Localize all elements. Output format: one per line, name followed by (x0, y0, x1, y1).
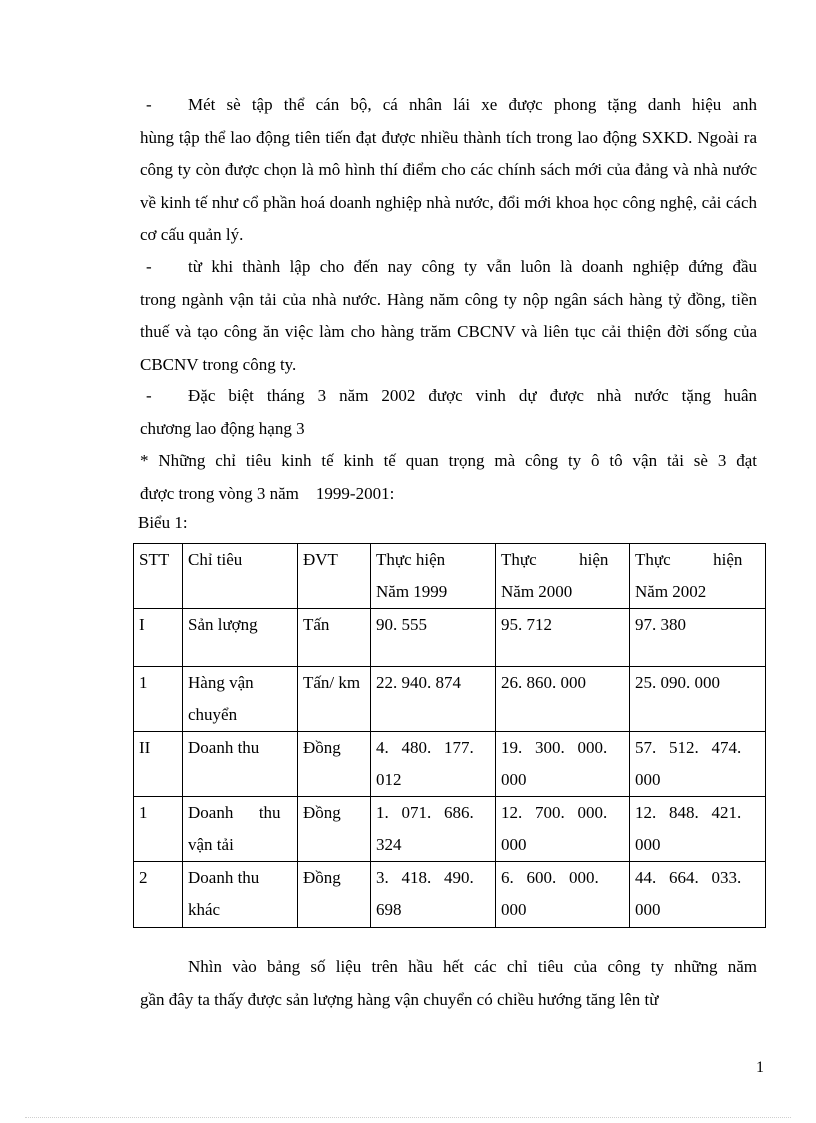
cell-stt: I (134, 609, 183, 667)
cell-dvt: Đồng (298, 797, 371, 862)
cell-chi-tieu: Doanh thu (183, 732, 298, 797)
header-2000-line1: Thực hiện (501, 550, 609, 569)
table-header-row (134, 544, 766, 609)
header-stt: STT (134, 544, 183, 609)
closing-paragraph (140, 951, 757, 1016)
bullet-first-line: Đặc biệt tháng 3 năm 2002 được vinh dự được nhà nước tặng huân (188, 386, 757, 405)
bullet-first-line: Mét sè tập thể cán bộ, cá nhân lái xe được phong tặng danh hiệu anh (188, 95, 757, 114)
cell-2000 (496, 862, 630, 928)
cell-2002-line1: 44. 664. 033. (635, 868, 742, 887)
bullet-paragraph-2 (140, 251, 757, 381)
header-1999-line2: Năm 1999 (376, 582, 448, 601)
bullet-paragraph-3 (140, 380, 757, 445)
table-row (134, 797, 766, 862)
cell-1999 (371, 862, 496, 928)
page-bottom-divider (25, 1117, 791, 1118)
table-row (134, 667, 766, 732)
cell-stt: 1 (134, 797, 183, 862)
cell-dvt: Tấn/ km (298, 667, 371, 732)
cell-2000-line2: 000 (501, 770, 527, 789)
cell-chi-tieu-line1: Doanh thu (188, 868, 260, 887)
cell-2000: 95. 712 (496, 609, 630, 667)
cell-2002 (630, 732, 766, 797)
cell-chi-tieu (183, 862, 298, 928)
bullet-body: trong ngành vận tải của nhà nước. Hàng năm công ty nộp ngân sách hàng tỷ đồng, tiền thuế và tạo công ăn việc làm cho hàng trăm CBCNV và liên tục cải thiện đời sống của CBCNV trong công ty. (140, 289, 757, 374)
cell-stt: 1 (134, 667, 183, 732)
header-1999-line1: Thực hiện (376, 550, 446, 569)
cell-chi-tieu (183, 797, 298, 862)
bullet-first-line: từ khi thành lập cho đến nay công ty vẫn luôn là doanh nghiệp đứng đầu (188, 257, 757, 276)
cell-1999-line1: 4. 480. 177. (376, 738, 474, 757)
table-row (134, 862, 766, 928)
header-1999 (371, 544, 496, 609)
intro-line-1: * Những chỉ tiêu kinh tế kinh tế quan trọng mà công ty ô tô vận tải sè 3 đạt (140, 451, 757, 470)
cell-2002: 25. 090. 000 (630, 667, 766, 732)
cell-2002: 97. 380 (630, 609, 766, 667)
cell-2000-line1: 19. 300. 000. (501, 738, 608, 757)
bullet-dash: - (146, 95, 152, 114)
cell-2002-line1: 12. 848. 421. (635, 803, 742, 822)
cell-2002-line1: 57. 512. 474. (635, 738, 742, 757)
cell-2000 (496, 732, 630, 797)
intro-paragraph (140, 445, 757, 510)
table-row (134, 732, 766, 797)
cell-stt: II (134, 732, 183, 797)
cell-2000-line2: 000 (501, 900, 527, 919)
cell-1999 (371, 797, 496, 862)
cell-1999-line1: 3. 418. 490. (376, 868, 474, 887)
cell-dvt: Đồng (298, 862, 371, 928)
bullet-body: hùng tập thể lao động tiên tiến đạt được nhiều thành tích trong lao động SXKD. Ngoài ra công ty còn được chọn là mô hình thí điểm cho các chính sách mới của đảng và nhà nước về kinh tế như cổ phần hoá doanh nghiệp nhà nước, đổi mới khoa học công nghệ, cải cách cơ cấu quản lý. (140, 127, 757, 244)
indicators-table (133, 543, 766, 928)
cell-stt: 2 (134, 862, 183, 928)
bullet-dash: - (146, 386, 152, 405)
cell-chi-tieu-line2: vận tải (188, 835, 234, 854)
header-2002-line2: Năm 2002 (635, 582, 707, 601)
cell-1999: 22. 940. 874 (371, 667, 496, 732)
cell-1999-line2: 324 (376, 835, 402, 854)
cell-2002 (630, 797, 766, 862)
cell-2002-line2: 000 (635, 770, 661, 789)
bullet-paragraph-1 (140, 89, 757, 252)
cell-dvt: Tấn (298, 609, 371, 667)
closing-line-1: Nhìn vào bảng số liệu trên hầu hết các chỉ tiêu của công ty những năm (188, 957, 757, 976)
cell-1999-line2: 698 (376, 900, 402, 919)
header-2000 (496, 544, 630, 609)
cell-chi-tieu-line2: khác (188, 900, 221, 919)
header-2000-line2: Năm 2000 (501, 582, 573, 601)
page-number: 1 (756, 1059, 764, 1076)
cell-1999-line1: 1. 071. 686. (376, 803, 474, 822)
cell-chi-tieu-line1: Doanh thu (188, 803, 281, 822)
header-2002 (630, 544, 766, 609)
cell-2002-line2: 000 (635, 835, 661, 854)
cell-1999: 90. 555 (371, 609, 496, 667)
header-2002-line1: Thực hiện (635, 550, 743, 569)
table-caption: Biểu 1: (138, 513, 188, 532)
closing-line-2: gần đây ta thấy được sản lượng hàng vận chuyển có chiều hướng tăng lên từ (140, 989, 659, 1009)
cell-2000: 26. 860. 000 (496, 667, 630, 732)
cell-2000-line2: 000 (501, 835, 527, 854)
bullet-dash: - (146, 257, 152, 276)
cell-2000-line1: 12. 700. 000. (501, 803, 608, 822)
header-dvt: ĐVT (298, 544, 371, 609)
cell-chi-tieu: Sản lượng (183, 609, 298, 667)
bullet-body: chương lao động hạng 3 (140, 418, 305, 438)
intro-line-2: được trong vòng 3 năm 1999-2001: (140, 483, 395, 503)
table-row (134, 609, 766, 667)
cell-2000 (496, 797, 630, 862)
cell-2002-line2: 000 (635, 900, 661, 919)
cell-2000-line1: 6. 600. 000. (501, 868, 599, 887)
cell-1999 (371, 732, 496, 797)
cell-chi-tieu: Hàng vận chuyển (183, 667, 298, 732)
cell-2002 (630, 862, 766, 928)
cell-dvt: Đồng (298, 732, 371, 797)
cell-1999-line2: 012 (376, 770, 402, 789)
header-chi-tieu: Chỉ tiêu (183, 544, 298, 609)
